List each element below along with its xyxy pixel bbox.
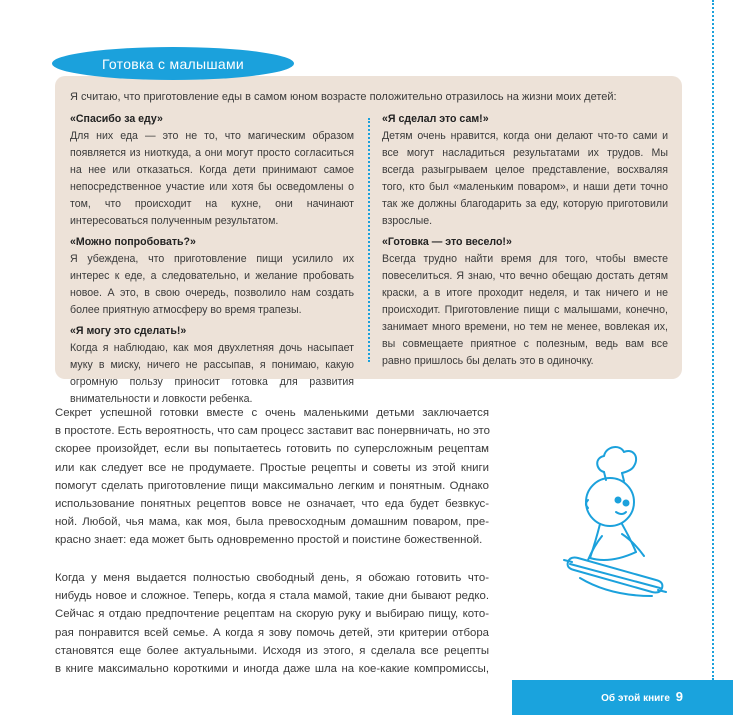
text-line: скорее произойдет, если вы попытаетесь готовить по суперсложным рецептам [55,443,489,456]
sidebar-left-column [70,111,354,408]
text-line: или как следует все не продумаете. Простые рецепты и советы из этой книги [55,461,489,474]
page-number: 9 [675,689,683,704]
text-line: красно знает: еда может быть одновременно простой и поистине божественной. [55,534,483,547]
body-paragraph-1 [55,404,489,550]
text-line: использование понятных рецептов вовсе не означает, что еда будет безвкус- [55,498,489,511]
sidebar-intro: Я считаю, что приготовление еды в самом юном возрасте положительно отразилось на жизни моих детей: [70,91,617,103]
text-line: Секрет успешной готовки вместе с очень маленькими детьми заключается [55,407,489,419]
text-line: Сейчас я отдаю предпочтение рецептам на скорую руку и выбираю пищу, кото- [55,608,489,621]
child-chef-rolling-dough-icon [560,440,670,600]
section-text: Я убеждена, что приготовление пищи усилило их интерес к еде, а следовательно, и желание пробовать новое. А это, в свою очередь, позволило нам создать более приятную атмосферу во время трапезы. [70,253,354,316]
page-edge-dotted-line [712,0,714,680]
text-line: в простоте. Есть вероятность, что сам процесс заставит вас понервничать, но это [55,425,490,438]
section-title: Готовка с малышами [52,47,294,80]
text-line: помогут сделать приготовление пищи максимально легким и понятным. Однако [55,479,489,492]
section-text: Всегда трудно найти время для того, чтобы вместе повеселиться. Я знаю, что вечно обещаю достать детям краски, а в итоге проходит неделя, и так ничего и не происходит. Приготовление пищи с малышами, конечно, занимает много времени, но тем не менее, вовлекая их, вы совмещаете приятное с полезным, ведь вам все равно пришлось бы делать это в одиночку. [382,253,668,367]
section-text: Для них еда — это не то, что магическим образом появляется из ниоткуда, а они могут просто согласиться на нее или отказаться. Когда дети принимают самое непосредственное участие или хотя бы осведомлены о том, что происходит на кухне, они начинают интересоваться полученным результатом. [70,130,354,227]
section-heading: «Я могу это сделать!» [70,325,187,337]
section-heading: «Спасибо за еду» [70,113,163,125]
text-line: ной. Любой, чья мама, как моя, была превосходным домашним поваром, пре- [55,516,489,529]
section-text: Когда я наблюдаю, как моя двухлетняя дочь насыпает муку в миску, ничего не рассыпав, я понимаю, какую огромную пользу приносит готовка для развития внимательности и ловкости ребенка. [70,342,354,405]
footer-label [601,689,683,704]
footer-section-label: Об этой книге [601,693,670,704]
text-line: становятся еще более актуальными. Исходя из этого, я сделала все рецепты [55,644,489,657]
section-heading: «Я сделал это сам!» [382,113,489,125]
text-line: рая понравится всей семье. А когда я зову помочь детей, эти критерии отбора [55,626,489,639]
text-line: Когда у меня выдается полностью свободный день, я обожаю готовить что- [55,572,489,584]
text-line: нибудь новое и сложное. Теперь, когда я стала мамой, такие дни бывают редко. [55,590,489,603]
body-paragraph-2 [55,569,489,678]
footer-bar [512,680,733,715]
section-heading: «Можно попробовать?» [70,236,196,248]
sidebar-right-column [382,111,668,370]
section-text: Детям очень нравится, когда они делают что-то сами и все могут насладиться результатами их трудов. Мы всегда разыгрываем целое представление, восхваляя того, кто был «маленьким поваром», и наши дети точно так же должны благодарить за еду, которую приготовили взрослые. [382,130,668,227]
text-line: в книге максимально короткими и иногда даже шла на кое-какие компромиссы, [55,663,489,676]
column-divider [368,118,370,362]
section-heading: «Готовка — это весело!» [382,236,512,248]
